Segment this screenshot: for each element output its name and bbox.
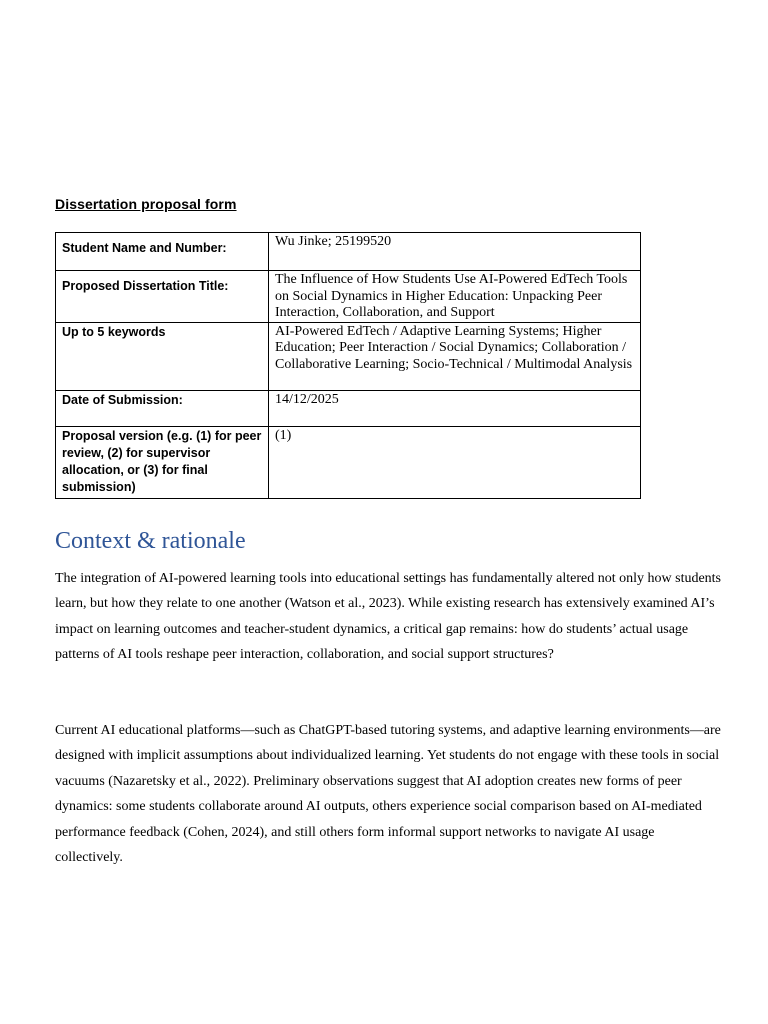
table-row <box>56 233 641 271</box>
paragraph-1: The integration of AI-powered learning tools into educational settings has fundamentally altered not only how students learn, but how they relate to one another (Watson et al., 2023). While existing research has extensively examined AI’s impact on learning outcomes and teacher-student dynamics, a critical gap remains: how do students’ actual usage patterns of AI tools reshape peer interaction, collaboration, and social support structures? <box>55 571 722 663</box>
dissertation-title-label: Proposed Dissertation Title: <box>56 271 269 323</box>
section-heading: Context & rationale <box>55 528 246 554</box>
proposal-version-label: Proposal version (e.g. (1) for peer review, (2) for supervisor allocation, or (3) for final submission) <box>56 426 269 498</box>
table-row <box>56 271 641 323</box>
paragraph-2: Current AI educational platforms—such as ChatGPT-based tutoring systems, and adaptive learning environments—are designed with implicit assumptions about individualized learning. Yet students do not engage with these tools in social vacuums (Nazaretsky et al., 2022). Preliminary observations suggest that AI adoption creates new forms of peer dynamics: some students collaborate around AI outputs, others experience social comparison based on AI-mediated performance feedback (Cohen, 2024), and still others form informal support networks to navigate AI usage collectively. <box>55 723 721 866</box>
student-name-value: Wu Jinke; 25199520 <box>269 233 641 271</box>
student-name-label: Student Name and Number: <box>56 233 269 271</box>
proposal-version-value: (1) <box>269 426 641 498</box>
proposal-form-table <box>55 232 641 499</box>
dissertation-title-value: The Influence of How Students Use AI-Powered EdTech Tools on Social Dynamics in Higher Education: Unpacking Peer Interaction, Collaboration, and Support <box>269 271 641 323</box>
table-row <box>56 426 641 498</box>
table-row <box>56 322 641 390</box>
form-title: Dissertation proposal form <box>55 196 237 212</box>
keywords-value: AI-Powered EdTech / Adaptive Learning Systems; Higher Education; Peer Interaction / Social Dynamics; Collaboration / Collaborative Learning; Socio-Technical / Multimodal Analysis <box>269 322 641 390</box>
keywords-label: Up to 5 keywords <box>56 322 269 390</box>
submission-date-label: Date of Submission: <box>56 390 269 426</box>
table-row <box>56 390 641 426</box>
submission-date-value: 14/12/2025 <box>269 390 641 426</box>
